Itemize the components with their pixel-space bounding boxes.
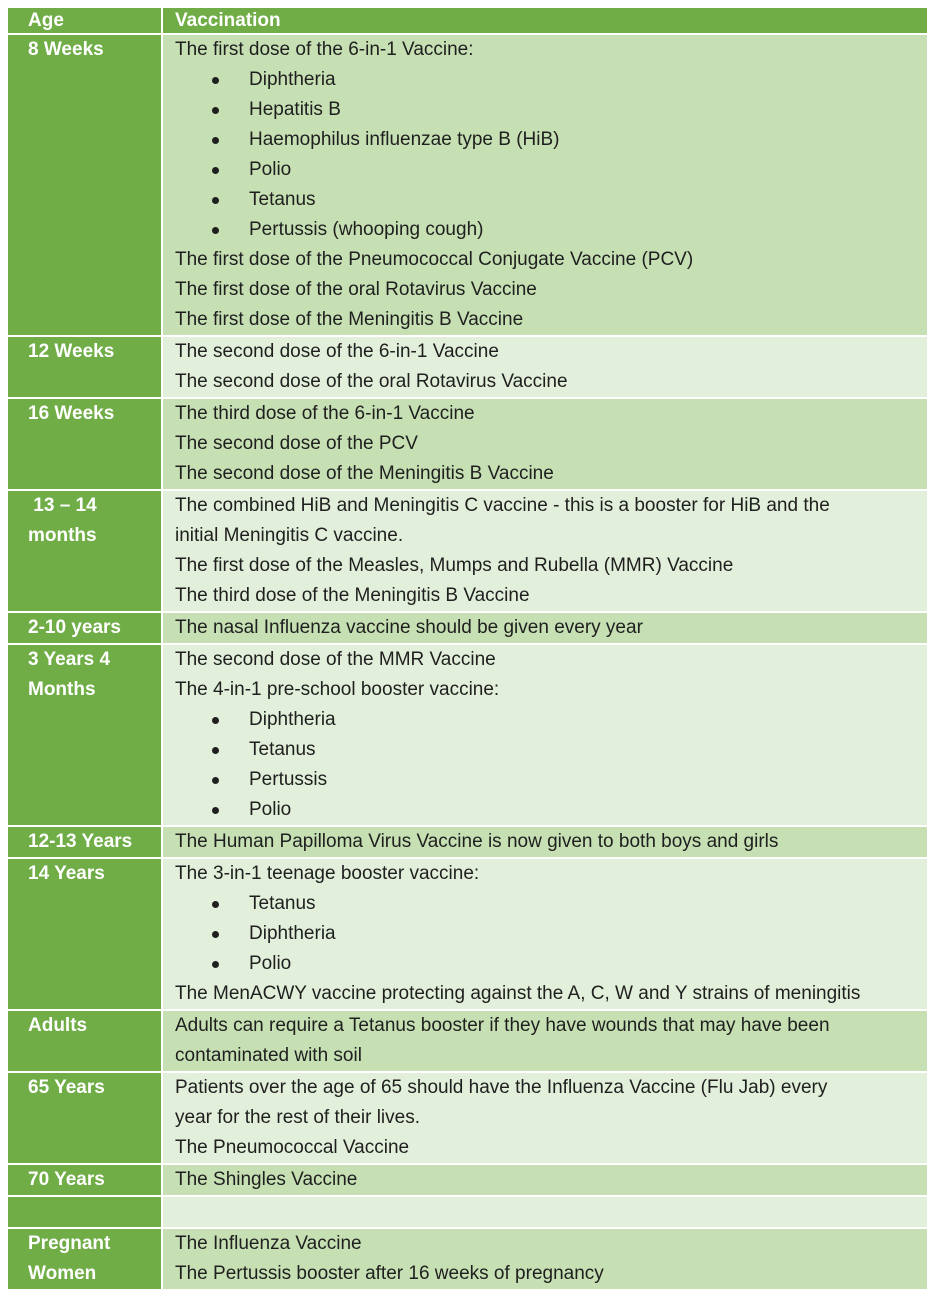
vaccination-text: The second dose of the Meningitis B Vaccine [175,463,554,484]
vaccination-line [175,491,869,551]
vaccination-text: The 3-in-1 teenage booster vaccine: [175,863,480,884]
bullet-icon [212,747,219,754]
bullet-item [175,95,869,125]
vaccination-text: The third dose of the 6-in-1 Vaccine [175,403,475,424]
vaccination-text: The first dose of the Pneumococcal Conjugate Vaccine (PCV) [175,249,694,270]
vaccination-line [175,1073,869,1133]
table-row [8,1165,927,1195]
vaccination-text: The Pertussis booster after 16 weeks of pregnancy [175,1263,604,1284]
vaccination-line [175,337,869,367]
age-cell: Pregnant Women [8,1229,161,1289]
table-row [8,1011,927,1071]
age-cell: 12 Weeks [8,337,161,397]
vaccination-text: The Human Papilloma Virus Vaccine is now given to both boys and girls [175,831,779,852]
vaccination-line [175,1229,869,1259]
bullet-item [175,949,869,979]
bullet-icon [212,961,219,968]
age-cell: 65 Years [8,1073,161,1163]
bullet-item [175,705,869,735]
vaccination-text: Diphtheria [249,69,336,90]
vaccination-line [175,459,869,489]
vaccination-cell [163,1165,927,1195]
vaccination-cell [163,1073,927,1163]
vaccination-text: The first dose of the 6-in-1 Vaccine: [175,39,474,60]
vaccination-text: Tetanus [249,189,316,210]
vaccination-cell [163,491,927,611]
table-row [8,399,927,489]
vaccination-line [175,645,869,675]
vaccination-line [175,581,869,611]
bullet-icon [212,777,219,784]
column-header-vaccination: Vaccination [163,8,927,33]
vaccination-cell [163,35,927,335]
vaccination-cell [163,645,927,825]
vaccination-schedule-table [6,6,929,1291]
table-row [8,1197,927,1227]
table-body [8,35,927,1289]
vaccination-line [175,613,869,643]
vaccination-text: The 4-in-1 pre-school booster vaccine: [175,679,500,700]
vaccination-line [175,675,869,705]
bullet-icon [212,137,219,144]
vaccination-cell [163,337,927,397]
bullet-item [175,735,869,765]
vaccination-text: The Shingles Vaccine [175,1169,358,1190]
vaccination-text: The Influenza Vaccine [175,1233,362,1254]
vaccination-text: Polio [249,953,292,974]
vaccination-line [175,367,869,397]
table-row [8,827,927,857]
vaccination-text: Tetanus [249,893,316,914]
age-cell: 2-10 years [8,613,161,643]
vaccination-text: Haemophilus influenzae type B (HiB) [249,129,560,150]
bullet-icon [212,717,219,724]
vaccination-text: Adults can require a Tetanus booster if they have wounds that may have been contaminated with soil [175,1015,830,1066]
page [6,6,927,1291]
vaccination-text: Polio [249,159,292,180]
vaccination-text: The first dose of the Meningitis B Vaccine [175,309,524,330]
vaccination-text: Pertussis [249,769,328,790]
vaccination-text: Patients over the age of 65 should have the Influenza Vaccine (Flu Jab) every year for the rest of their lives. [175,1077,828,1128]
vaccination-text: Tetanus [249,739,316,760]
vaccination-cell [163,399,927,489]
age-cell: 13 – 14 months [8,491,161,611]
bullet-icon [212,931,219,938]
vaccination-line [175,827,869,857]
vaccination-text: Pertussis (whooping cough) [249,219,484,240]
vaccination-line [175,551,869,581]
vaccination-line [175,859,869,889]
vaccination-text: The second dose of the 6-in-1 Vaccine [175,341,499,362]
vaccination-line [175,35,869,65]
age-cell: 70 Years [8,1165,161,1195]
vaccination-text: The MenACWY vaccine protecting against the A, C, W and Y strains of meningitis [175,983,861,1004]
age-cell [8,1197,161,1227]
vaccination-cell [163,827,927,857]
vaccination-text: The second dose of the oral Rotavirus Vaccine [175,371,568,392]
vaccination-cell [163,1197,927,1227]
vaccination-cell [163,613,927,643]
vaccination-line [175,245,869,275]
table-row [8,337,927,397]
vaccination-text: The second dose of the MMR Vaccine [175,649,496,670]
vaccination-text: Diphtheria [249,709,336,730]
vaccination-line [175,1011,869,1071]
vaccination-line [175,275,869,305]
vaccination-line [175,1197,869,1227]
vaccination-line [175,979,869,1009]
age-cell: 16 Weeks [8,399,161,489]
vaccination-line [175,1133,869,1163]
bullet-item [175,919,869,949]
bullet-item [175,215,869,245]
vaccination-line [175,305,869,335]
vaccination-line [175,1259,869,1289]
bullet-icon [212,167,219,174]
bullet-icon [212,77,219,84]
bullet-icon [212,901,219,908]
column-header-age: Age [8,8,161,33]
table-row [8,645,927,825]
bullet-item [175,125,869,155]
header-row [8,8,927,33]
vaccination-text: The third dose of the Meningitis B Vaccine [175,585,530,606]
vaccination-text: The first dose of the oral Rotavirus Vaccine [175,279,537,300]
age-cell: Adults [8,1011,161,1071]
bullet-item [175,65,869,95]
bullet-item [175,155,869,185]
vaccination-cell [163,859,927,1009]
vaccination-text: Diphtheria [249,923,336,944]
vaccination-line [175,399,869,429]
vaccination-text: The first dose of the Measles, Mumps and Rubella (MMR) Vaccine [175,555,734,576]
bullet-item [175,795,869,825]
table-row [8,35,927,335]
table-row [8,1073,927,1163]
bullet-item [175,765,869,795]
table-row [8,859,927,1009]
vaccination-cell [163,1229,927,1289]
table-header [8,8,927,33]
table-row [8,613,927,643]
vaccination-text: The second dose of the PCV [175,433,418,454]
bullet-icon [212,107,219,114]
vaccination-line [175,429,869,459]
bullet-item [175,185,869,215]
vaccination-text: The Pneumococcal Vaccine [175,1137,410,1158]
vaccination-text: Polio [249,799,292,820]
table-row [8,491,927,611]
bullet-item [175,889,869,919]
age-cell: 3 Years 4 Months [8,645,161,825]
vaccination-text: The combined HiB and Meningitis C vaccine - this is a booster for HiB and the initial Meningitis C vaccine. [175,495,830,546]
age-cell: 8 Weeks [8,35,161,335]
age-cell: 12-13 Years [8,827,161,857]
vaccination-cell [163,1011,927,1071]
vaccination-text: Hepatitis B [249,99,341,120]
age-cell: 14 Years [8,859,161,1009]
bullet-icon [212,807,219,814]
vaccination-line [175,1165,869,1195]
vaccination-text: The nasal Influenza vaccine should be given every year [175,617,643,638]
table-row [8,1229,927,1289]
bullet-icon [212,197,219,204]
bullet-icon [212,227,219,234]
